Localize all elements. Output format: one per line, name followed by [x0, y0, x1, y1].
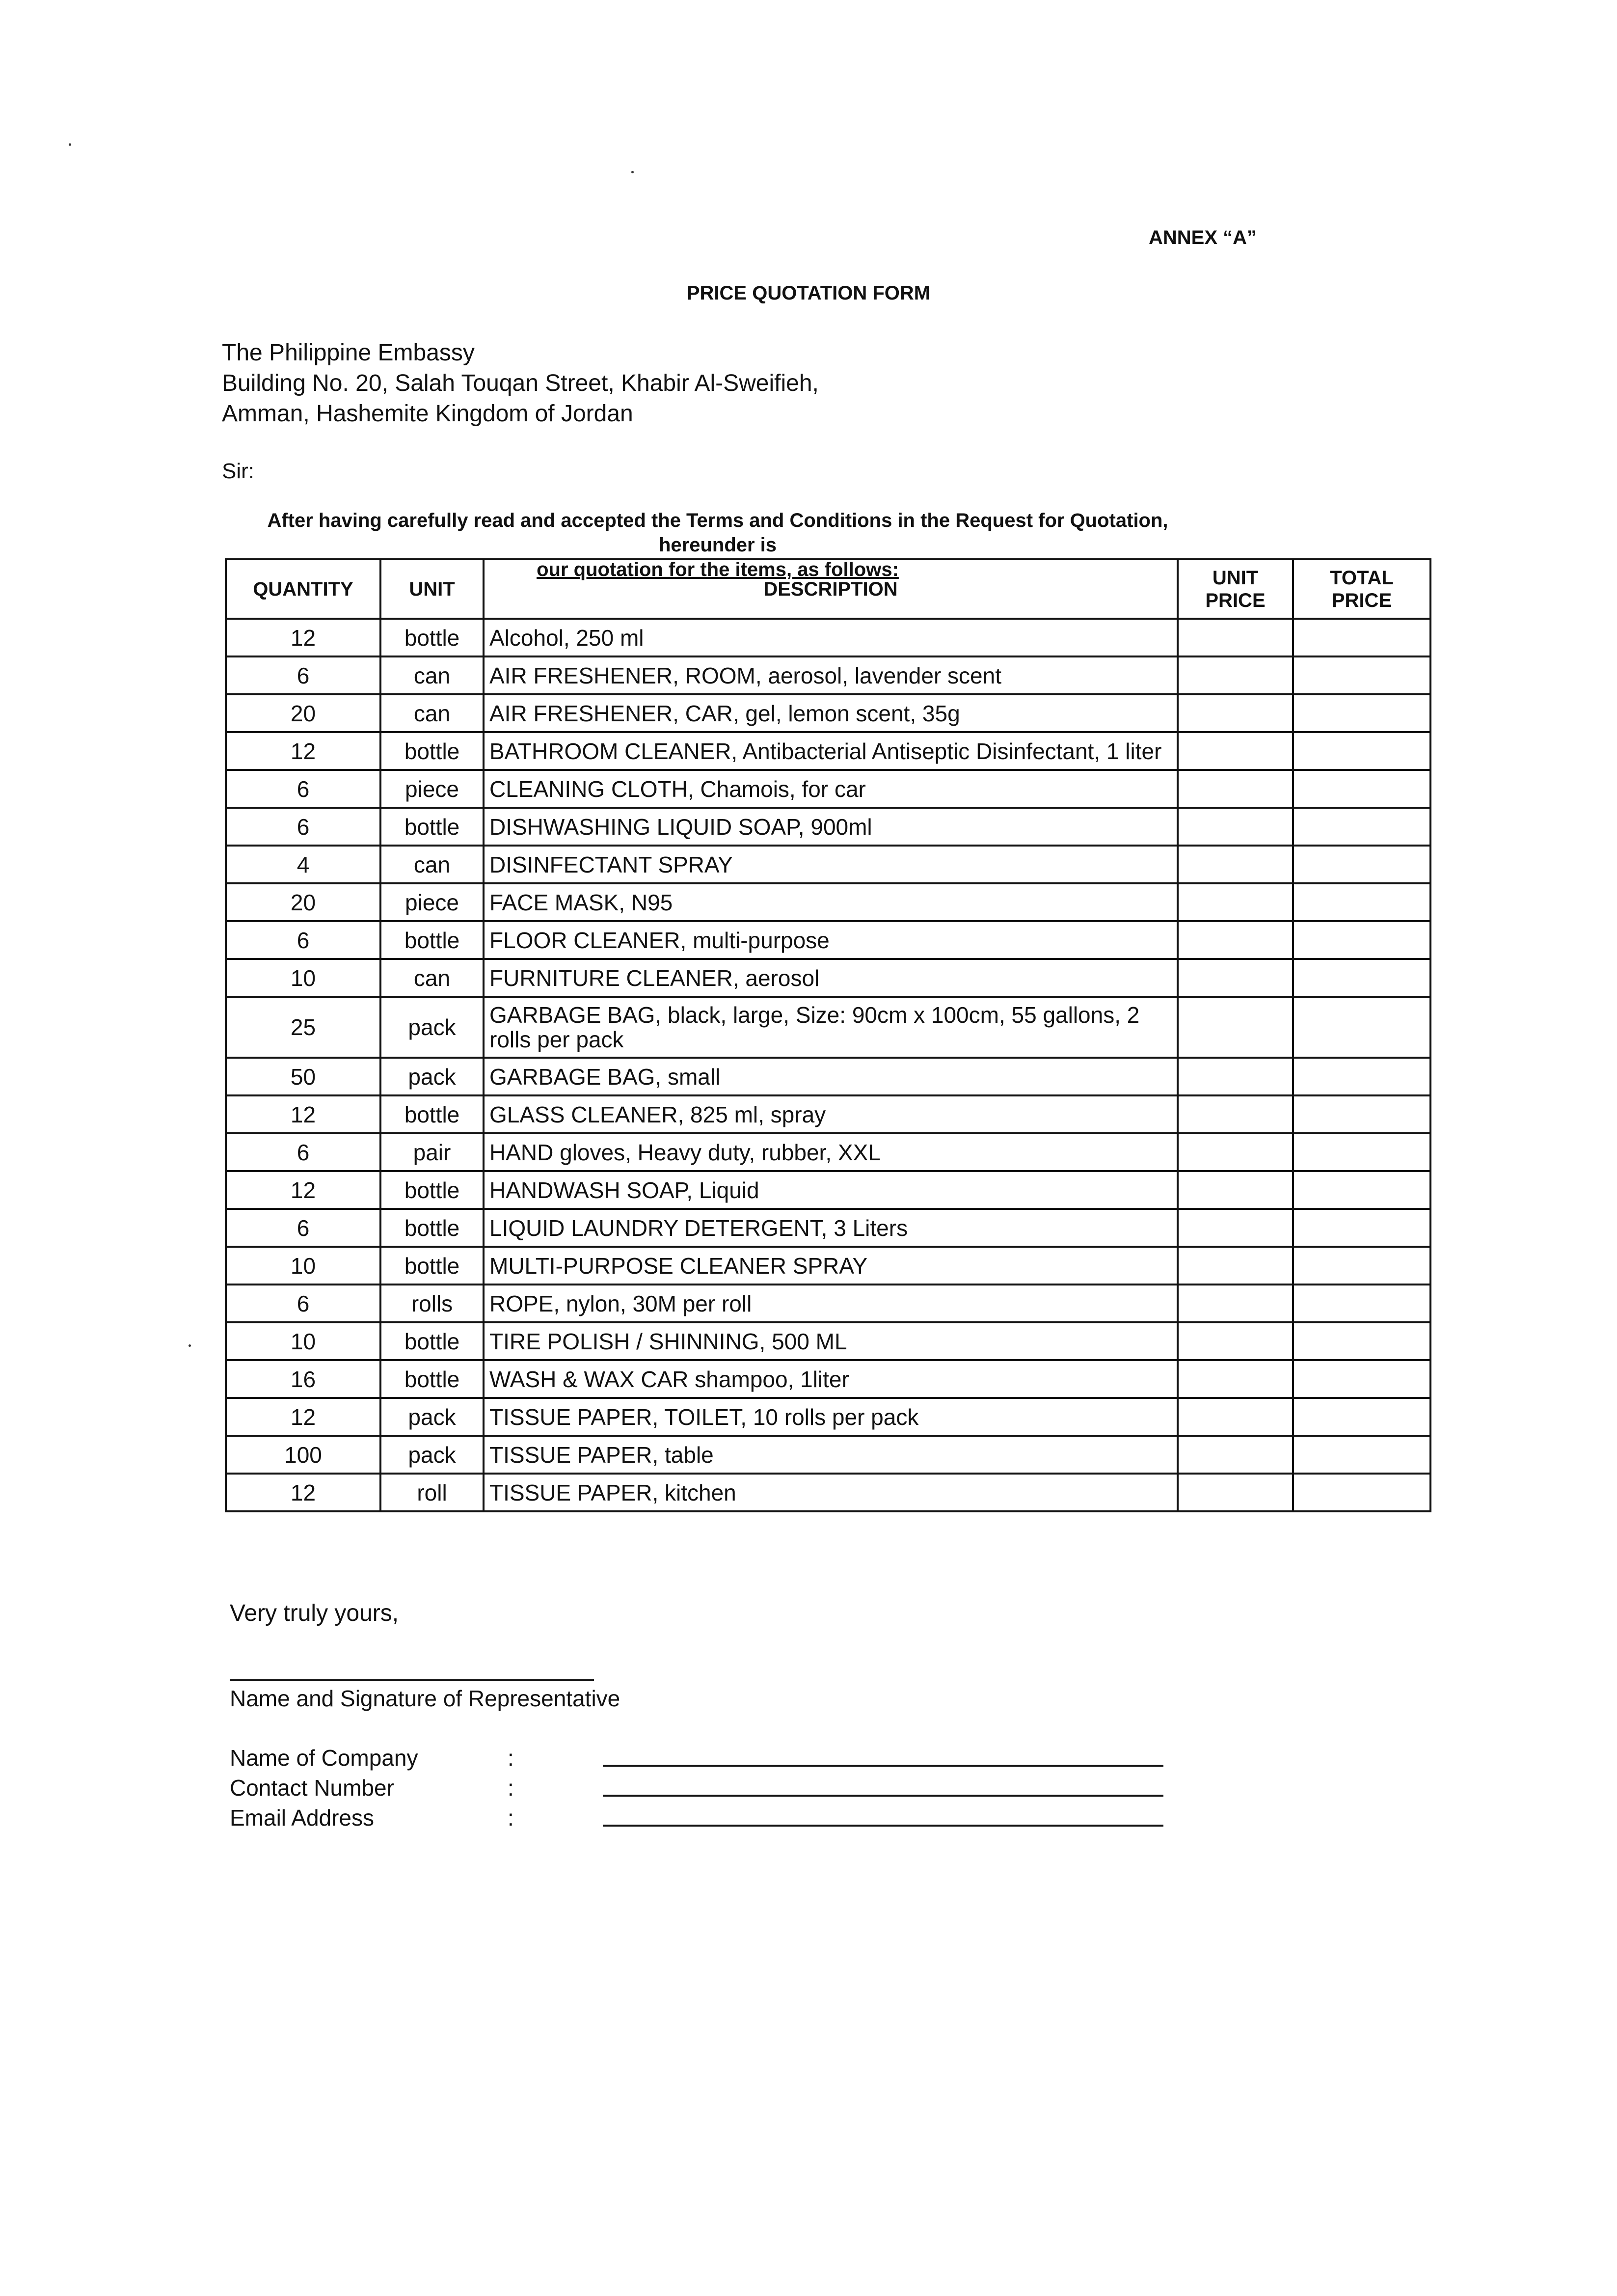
total-price-cell[interactable]	[1293, 1474, 1430, 1511]
scan-speck	[69, 143, 71, 146]
unit-cell: bottle	[380, 732, 484, 770]
unit-price-cell[interactable]	[1178, 921, 1293, 959]
table-row	[226, 883, 1430, 921]
quantity-cell: 12	[226, 1474, 380, 1511]
table-row	[226, 1058, 1430, 1095]
unit-cell: piece	[380, 883, 484, 921]
unit-price-cell[interactable]	[1178, 1058, 1293, 1095]
unit-cell: bottle	[380, 921, 484, 959]
quantity-cell: 10	[226, 1322, 380, 1360]
addressee-block	[222, 338, 819, 429]
table-row	[226, 997, 1430, 1058]
field-colon: :	[508, 1805, 514, 1831]
quantity-cell: 6	[226, 1133, 380, 1171]
description-cell: DISHWASHING LIQUID SOAP, 900ml	[484, 808, 1178, 846]
description-cell: WASH & WAX CAR shampoo, 1liter	[484, 1360, 1178, 1398]
unit-cell: bottle	[380, 1322, 484, 1360]
header-total-price: TOTAL PRICE	[1293, 559, 1430, 619]
quantity-cell: 6	[226, 770, 380, 808]
description-cell: BATHROOM CLEANER, Antibacterial Antiseptic Disinfectant, 1 liter	[484, 732, 1178, 770]
field-company	[230, 1743, 1212, 1773]
description-cell: LIQUID LAUNDRY DETERGENT, 3 Liters	[484, 1209, 1178, 1247]
unit-cell: can	[380, 694, 484, 732]
addressee-line: The Philippine Embassy	[222, 340, 475, 366]
total-price-cell[interactable]	[1293, 1247, 1430, 1285]
quantity-cell: 25	[226, 997, 380, 1058]
description-cell: Alcohol, 250 ml	[484, 619, 1178, 656]
table-row	[226, 1285, 1430, 1322]
quantity-cell: 10	[226, 1247, 380, 1285]
table-row	[226, 1171, 1430, 1209]
unit-cell: pack	[380, 997, 484, 1058]
quantity-cell: 50	[226, 1058, 380, 1095]
field-label: Email Address	[230, 1805, 375, 1831]
unit-cell: bottle	[380, 1209, 484, 1247]
description-cell: MULTI-PURPOSE CLEANER SPRAY	[484, 1247, 1178, 1285]
description-cell: TISSUE PAPER, TOILET, 10 rolls per pack	[484, 1398, 1178, 1436]
table-row	[226, 694, 1430, 732]
total-price-cell[interactable]	[1293, 997, 1430, 1058]
unit-price-cell[interactable]	[1178, 1322, 1293, 1360]
header-description: DESCRIPTION	[484, 559, 1178, 619]
unit-cell: bottle	[380, 1171, 484, 1209]
total-price-cell[interactable]	[1293, 732, 1430, 770]
description-cell: TISSUE PAPER, table	[484, 1436, 1178, 1474]
header-unit: UNIT	[380, 559, 484, 619]
quantity-cell: 12	[226, 732, 380, 770]
header-unit-price: UNIT PRICE	[1178, 559, 1293, 619]
table-header-row	[226, 559, 1430, 619]
description-cell: GARBAGE BAG, small	[484, 1058, 1178, 1095]
salutation: Sir:	[222, 459, 254, 483]
unit-cell: can	[380, 959, 484, 997]
signature-label: Name and Signature of Representative	[230, 1686, 620, 1711]
unit-price-cell[interactable]	[1178, 1247, 1293, 1285]
unit-cell: pack	[380, 1436, 484, 1474]
contact-number-blank[interactable]	[603, 1795, 1163, 1797]
unit-price-cell[interactable]	[1178, 997, 1293, 1058]
unit-cell: pack	[380, 1058, 484, 1095]
unit-cell: bottle	[380, 619, 484, 656]
unit-price-cell[interactable]	[1178, 656, 1293, 694]
description-cell: GLASS CLEANER, 825 ml, spray	[484, 1095, 1178, 1133]
total-price-cell[interactable]	[1293, 921, 1430, 959]
unit-price-cell[interactable]	[1178, 1209, 1293, 1247]
page-title: PRICE QUOTATION FORM	[686, 282, 931, 304]
description-cell: FACE MASK, N95	[484, 883, 1178, 921]
quantity-cell: 6	[226, 656, 380, 694]
field-contact-number	[230, 1773, 1212, 1803]
unit-price-cell[interactable]	[1178, 1133, 1293, 1171]
description-cell: CLEANING CLOTH, Chamois, for car	[484, 770, 1178, 808]
unit-price-cell[interactable]	[1178, 1474, 1293, 1511]
quantity-cell: 20	[226, 694, 380, 732]
field-label: Name of Company	[230, 1745, 418, 1771]
total-price-cell[interactable]	[1293, 656, 1430, 694]
unit-price-cell[interactable]	[1178, 694, 1293, 732]
email-address-blank[interactable]	[603, 1825, 1163, 1827]
total-price-cell[interactable]	[1293, 694, 1430, 732]
table-row	[226, 1247, 1430, 1285]
table-row	[226, 619, 1430, 656]
unit-price-cell[interactable]	[1178, 959, 1293, 997]
unit-price-cell[interactable]	[1178, 1171, 1293, 1209]
table-row	[226, 1398, 1430, 1436]
unit-price-cell[interactable]	[1178, 619, 1293, 656]
quantity-cell: 10	[226, 959, 380, 997]
table-row	[226, 959, 1430, 997]
unit-cell: piece	[380, 770, 484, 808]
total-price-cell[interactable]	[1293, 1095, 1430, 1133]
table-row	[226, 1133, 1430, 1171]
table-row	[226, 770, 1430, 808]
intro-line: After having carefully read and accepted the Terms and Conditions in the Request for Quotation, hereunder is	[267, 510, 1168, 556]
table-row	[226, 846, 1430, 883]
quantity-cell: 4	[226, 846, 380, 883]
unit-price-cell[interactable]	[1178, 1360, 1293, 1398]
field-colon: :	[508, 1775, 514, 1801]
description-cell: TISSUE PAPER, kitchen	[484, 1474, 1178, 1511]
table-row	[226, 1209, 1430, 1247]
total-price-cell[interactable]	[1293, 1436, 1430, 1474]
table-row	[226, 921, 1430, 959]
quantity-cell: 12	[226, 1398, 380, 1436]
total-price-cell[interactable]	[1293, 808, 1430, 846]
total-price-cell[interactable]	[1293, 619, 1430, 656]
total-price-cell[interactable]	[1293, 883, 1430, 921]
addressee-line: Amman, Hashemite Kingdom of Jordan	[222, 401, 633, 427]
quantity-cell: 12	[226, 619, 380, 656]
unit-price-cell[interactable]	[1178, 1285, 1293, 1322]
table-row	[226, 1474, 1430, 1511]
description-cell: DISINFECTANT SPRAY	[484, 846, 1178, 883]
total-price-cell[interactable]	[1293, 1398, 1430, 1436]
total-price-cell[interactable]	[1293, 1058, 1430, 1095]
field-email	[230, 1803, 1212, 1833]
table-row	[226, 1360, 1430, 1398]
unit-cell: bottle	[380, 1095, 484, 1133]
description-cell: HAND gloves, Heavy duty, rubber, XXL	[484, 1133, 1178, 1171]
unit-cell: rolls	[380, 1285, 484, 1322]
closing-line: Very truly yours,	[230, 1600, 399, 1626]
total-price-cell[interactable]	[1293, 1322, 1430, 1360]
quantity-cell: 20	[226, 883, 380, 921]
quantity-cell: 12	[226, 1171, 380, 1209]
unit-price-cell[interactable]	[1178, 883, 1293, 921]
description-cell: AIR FRESHENER, ROOM, aerosol, lavender scent	[484, 656, 1178, 694]
company-name-blank[interactable]	[603, 1765, 1163, 1767]
unit-price-cell[interactable]	[1178, 1436, 1293, 1474]
field-colon: :	[508, 1745, 514, 1771]
description-cell: GARBAGE BAG, black, large, Size: 90cm x 100cm, 55 gallons, 2 rolls per pack	[484, 997, 1178, 1058]
intro-line: our quotation for the items, as follows:	[537, 559, 899, 580]
total-price-cell[interactable]	[1293, 846, 1430, 883]
header-quantity: QUANTITY	[226, 559, 380, 619]
unit-price-cell[interactable]	[1178, 1398, 1293, 1436]
unit-cell: can	[380, 846, 484, 883]
unit-cell: pack	[380, 1398, 484, 1436]
addressee-line: Building No. 20, Salah Touqan Street, Khabir Al-Sweifieh,	[222, 370, 819, 396]
total-price-cell[interactable]	[1293, 1285, 1430, 1322]
scan-speck	[189, 1344, 191, 1347]
description-cell: FURNITURE CLEANER, aerosol	[484, 959, 1178, 997]
total-price-cell[interactable]	[1293, 1171, 1430, 1209]
table-row	[226, 1322, 1430, 1360]
quantity-cell: 6	[226, 921, 380, 959]
unit-cell: bottle	[380, 1360, 484, 1398]
scan-speck	[631, 171, 634, 173]
quantity-cell: 6	[226, 1285, 380, 1322]
total-price-cell[interactable]	[1293, 1360, 1430, 1398]
unit-cell: pair	[380, 1133, 484, 1171]
unit-cell: can	[380, 656, 484, 694]
total-price-cell[interactable]	[1293, 1133, 1430, 1171]
description-cell: HANDWASH SOAP, Liquid	[484, 1171, 1178, 1209]
contact-fields	[230, 1743, 1212, 1833]
unit-price-cell[interactable]	[1178, 732, 1293, 770]
field-label: Contact Number	[230, 1775, 394, 1801]
description-cell: TIRE POLISH / SHINNING, 500 ML	[484, 1322, 1178, 1360]
total-price-cell[interactable]	[1293, 770, 1430, 808]
unit-price-cell[interactable]	[1178, 808, 1293, 846]
total-price-cell[interactable]	[1293, 1209, 1430, 1247]
quantity-cell: 100	[226, 1436, 380, 1474]
description-cell: FLOOR CLEANER, multi-purpose	[484, 921, 1178, 959]
unit-cell: bottle	[380, 1247, 484, 1285]
description-cell: AIR FRESHENER, CAR, gel, lemon scent, 35g	[484, 694, 1178, 732]
signature-line[interactable]	[230, 1679, 594, 1681]
unit-cell: bottle	[380, 808, 484, 846]
total-price-cell[interactable]	[1293, 959, 1430, 997]
table-row	[226, 732, 1430, 770]
unit-price-cell[interactable]	[1178, 846, 1293, 883]
description-cell: ROPE, nylon, 30M per roll	[484, 1285, 1178, 1322]
table-row	[226, 1095, 1430, 1133]
table-row	[226, 808, 1430, 846]
quantity-cell: 12	[226, 1095, 380, 1133]
quotation-table	[225, 558, 1431, 1512]
quantity-cell: 6	[226, 1209, 380, 1247]
annex-label: ANNEX “A”	[1149, 227, 1257, 248]
unit-price-cell[interactable]	[1178, 770, 1293, 808]
quantity-cell: 16	[226, 1360, 380, 1398]
unit-cell: roll	[380, 1474, 484, 1511]
unit-price-cell[interactable]	[1178, 1095, 1293, 1133]
table-row	[226, 1436, 1430, 1474]
table-row	[226, 656, 1430, 694]
quantity-cell: 6	[226, 808, 380, 846]
